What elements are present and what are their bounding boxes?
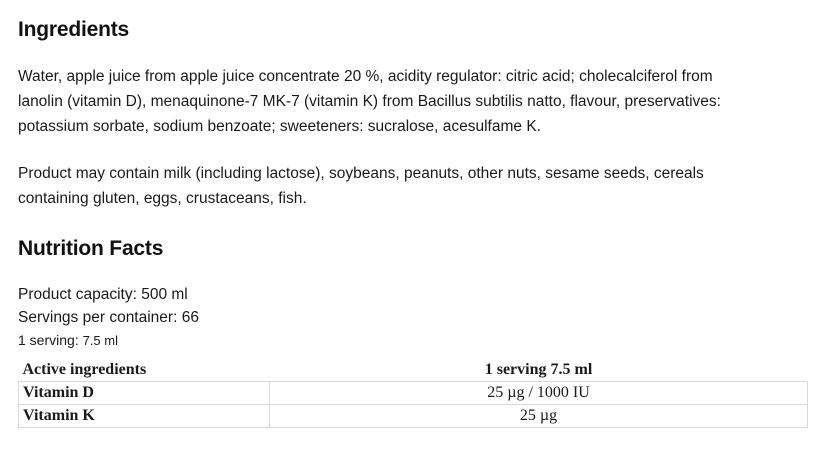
nutrition-facts-list <box>18 283 809 352</box>
table-row <box>19 405 808 428</box>
table-row <box>19 382 808 405</box>
allergen-paragraph: Product may contain milk (including lactose), soybeans, peanuts, other nuts, sesame seeds, cereals containing gluten, eggs, crustaceans, fish. <box>18 165 704 207</box>
servings-per-container-line: Servings per container: 66 <box>18 309 199 326</box>
ingredients-heading: Ingredients <box>18 18 129 41</box>
table-cell-nutrient-value: 25 µg <box>270 405 808 428</box>
table-cell-nutrient-value: 25 µg / 1000 IU <box>270 382 808 405</box>
nutrition-facts-heading: Nutrition Facts <box>18 237 164 260</box>
table-header-active-ingredients: Active ingredients <box>22 361 147 378</box>
table-cell-nutrient-name: Vitamin D <box>19 382 270 405</box>
nutrition-table <box>18 359 808 428</box>
nutrition-table-head <box>19 359 808 382</box>
table-cell-nutrient-name: Vitamin K <box>19 405 270 428</box>
serving-size-label: 1 serving: <box>18 332 79 348</box>
nutrition-table-body <box>19 382 808 428</box>
ingredients-paragraph: Water, apple juice from apple juice concentrate 20 %, acidity regulator: citric acid; cholecalciferol from lanolin (vitamin D), menaquinone-7 MK-7 (vitamin K) from Bacillus subtilis natto, flavour, preservatives: potassium sorbate, sodium benzoate; sweeteners: sucralose, acesulfame K. <box>18 68 721 135</box>
table-header-row <box>19 359 808 382</box>
product-capacity-line: Product capacity: 500 ml <box>18 286 188 303</box>
serving-size-amount: 7.5 ml <box>82 333 118 348</box>
table-header-serving: 1 serving 7.5 ml <box>484 361 593 378</box>
serving-size-line <box>18 329 809 352</box>
